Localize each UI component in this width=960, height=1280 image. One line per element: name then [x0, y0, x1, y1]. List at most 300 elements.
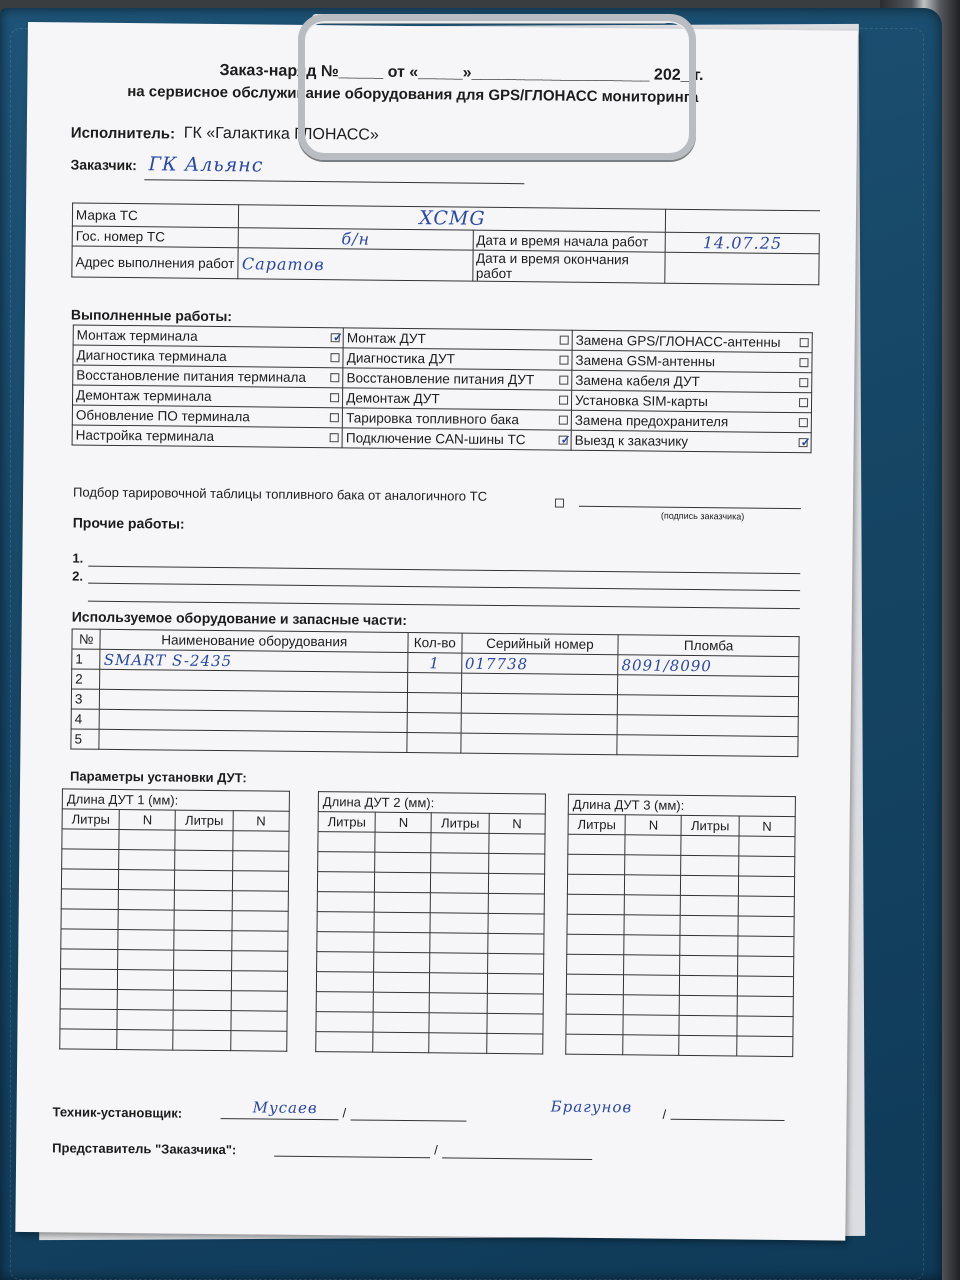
equipment-cell-qty[interactable]	[407, 693, 461, 714]
equipment-cell-seal[interactable]	[617, 715, 798, 737]
table-row	[568, 834, 795, 856]
work-item[interactable]	[343, 328, 572, 350]
dut-cell[interactable]	[567, 874, 624, 895]
executor-value: ГК «Галактика ГЛОНАСС»	[183, 124, 379, 144]
work-item[interactable]	[73, 365, 343, 388]
work-item[interactable]	[73, 325, 343, 348]
dut-cell[interactable]	[429, 1013, 486, 1034]
table-row	[60, 969, 287, 991]
dut-cell[interactable]	[567, 894, 624, 915]
dut-cell[interactable]	[231, 1011, 287, 1032]
dut-cell[interactable]	[231, 951, 287, 972]
dut-cell[interactable]	[568, 854, 625, 875]
dut-cell[interactable]	[373, 1012, 429, 1033]
dut-cell[interactable]	[60, 969, 117, 990]
dut-cell[interactable]	[62, 829, 119, 850]
technician-sign-line[interactable]	[221, 1118, 339, 1120]
dut-cell[interactable]	[567, 934, 624, 955]
equipment-cell-serial[interactable]: 017738	[461, 653, 618, 675]
dut-cell[interactable]	[680, 915, 737, 936]
table-row	[60, 1009, 287, 1031]
table-row	[316, 992, 543, 1014]
dut-cell[interactable]	[316, 972, 373, 993]
dut-cell[interactable]	[375, 852, 431, 873]
dut-cell[interactable]	[60, 989, 117, 1010]
work-item-checkbox[interactable]	[559, 376, 568, 385]
dut-cell[interactable]	[375, 872, 431, 893]
dut-cell[interactable]	[173, 1030, 230, 1051]
dut-cell[interactable]	[681, 875, 738, 896]
dut-cell[interactable]	[61, 929, 118, 950]
work-item[interactable]	[72, 385, 342, 408]
dut-cell[interactable]	[624, 895, 680, 916]
work-item-label: Тарировка топливного бака	[346, 410, 519, 428]
plate-label: Гос. номер ТС	[72, 226, 239, 248]
work-item[interactable]	[571, 430, 811, 453]
dut-cell[interactable]	[117, 1009, 173, 1030]
dut-cell[interactable]	[118, 969, 174, 990]
dut-cell[interactable]	[317, 952, 374, 973]
equipment-cell-serial[interactable]	[461, 713, 618, 735]
dut-cell[interactable]	[317, 892, 374, 913]
work-item-checkbox[interactable]	[331, 353, 340, 362]
dut-cell[interactable]	[625, 835, 681, 856]
equipment-cell-n: 5	[71, 729, 100, 749]
dut-cell[interactable]	[118, 909, 174, 930]
start-value: 14.07.25	[702, 233, 783, 253]
dut-cell[interactable]	[738, 916, 794, 937]
technician-name-line[interactable]	[351, 1119, 467, 1121]
dut-cell[interactable]	[568, 834, 625, 855]
work-item[interactable]	[572, 370, 812, 393]
dut-cell[interactable]	[624, 915, 680, 936]
dut-cell[interactable]	[175, 870, 232, 891]
executor-label: Исполнитель:	[70, 124, 176, 143]
dut-cell[interactable]	[624, 975, 680, 996]
dut-cell[interactable]	[736, 1036, 792, 1057]
equipment-cell-name[interactable]: SMART S-2435	[100, 649, 408, 672]
dut-cell[interactable]	[566, 1034, 623, 1055]
dut-cell[interactable]	[625, 875, 681, 896]
equipment-cell-serial[interactable]	[461, 673, 618, 695]
table-row	[62, 849, 289, 871]
work-item-label: Диагностика ДУТ	[346, 350, 455, 367]
works-title: Выполненные работы:	[70, 306, 233, 325]
dut-cell[interactable]	[488, 893, 544, 914]
dut-cell[interactable]	[117, 989, 173, 1010]
dut-cell[interactable]	[738, 896, 794, 917]
dut-length-label[interactable]: Длина ДУТ 2 (мм):	[318, 792, 545, 814]
equipment-cell-seal[interactable]	[618, 675, 799, 697]
dut-cell[interactable]	[62, 849, 119, 870]
technician-slash: /	[342, 1105, 347, 1121]
work-item[interactable]	[342, 428, 571, 450]
dut-cell[interactable]	[373, 992, 429, 1013]
dut-column-header: N	[739, 816, 795, 837]
work-order-sheet	[15, 22, 858, 1241]
equipment-cell-seal[interactable]	[617, 735, 798, 757]
work-item-checkbox[interactable]	[559, 432, 571, 447]
work-item-checkbox[interactable]	[800, 338, 809, 347]
work-item[interactable]	[572, 350, 812, 373]
dut-cell[interactable]	[738, 876, 794, 897]
technician-signature: Мусаев	[252, 1098, 318, 1118]
dut-cell[interactable]	[118, 889, 174, 910]
dut-cell[interactable]	[739, 836, 795, 857]
work-item[interactable]	[571, 410, 811, 433]
signature-caption: (подпись заказчика)	[660, 510, 745, 522]
technician-label: Техник-установщик:	[52, 1104, 183, 1121]
dut-cell[interactable]	[231, 1031, 287, 1052]
representative-sign-line[interactable]	[274, 1156, 430, 1159]
dut-cell[interactable]	[623, 995, 679, 1016]
work-item-checkbox[interactable]	[559, 356, 568, 365]
dut-cell[interactable]	[681, 855, 738, 876]
dut-cell[interactable]	[175, 850, 232, 871]
work-item-checkbox[interactable]	[799, 358, 808, 367]
table-row	[317, 932, 544, 954]
dut-cell[interactable]	[737, 956, 793, 977]
dut-cell[interactable]	[431, 893, 488, 914]
equipment-title: Используемое оборудование и запасные части:	[71, 608, 408, 629]
dut-cell[interactable]	[680, 975, 737, 996]
brand-value: XCMG	[419, 207, 486, 230]
dut-cell[interactable]	[488, 913, 544, 934]
work-item-label: Настройка терминала	[75, 427, 215, 444]
table-row	[60, 989, 287, 1011]
dut-cell[interactable]	[430, 973, 487, 994]
equipment-cell-seal[interactable]	[617, 695, 798, 717]
dut-cell[interactable]	[487, 993, 543, 1014]
dut-cell[interactable]	[173, 1010, 230, 1031]
dut-cell[interactable]	[566, 1014, 623, 1035]
other-line3[interactable]	[88, 601, 800, 609]
table-row	[566, 994, 793, 1016]
equipment-cell-n: 1	[72, 649, 101, 669]
dut-cell[interactable]	[430, 953, 487, 974]
work-item[interactable]	[72, 425, 342, 448]
works-table	[72, 324, 813, 453]
dut-cell[interactable]	[232, 931, 288, 952]
dut-cell[interactable]	[232, 891, 288, 912]
equipment-header: Пломба	[618, 635, 799, 657]
work-item-label: Замена предохранителя	[574, 412, 729, 430]
dut-cell[interactable]	[174, 910, 231, 931]
dut-cell[interactable]	[489, 833, 545, 854]
dut-cell[interactable]	[174, 970, 231, 991]
dut-cell[interactable]	[118, 949, 174, 970]
dut-cell[interactable]	[738, 856, 794, 877]
work-item-label: Выезд к заказчику	[574, 432, 689, 449]
dut-cell[interactable]	[567, 954, 624, 975]
dut-cell[interactable]	[737, 996, 793, 1017]
work-item-label: Монтаж терминала	[76, 327, 198, 344]
dut-cell[interactable]	[625, 855, 681, 876]
dut-cell[interactable]	[174, 950, 231, 971]
dut-cell[interactable]	[232, 851, 288, 872]
dut-cell[interactable]	[431, 853, 488, 874]
dut-cell[interactable]	[374, 892, 430, 913]
dut-cell[interactable]	[488, 853, 544, 874]
equipment-cell-qty[interactable]	[407, 673, 461, 694]
dut-cell[interactable]	[679, 1015, 736, 1036]
dut-cell[interactable]	[318, 832, 375, 853]
work-item-checkbox[interactable]	[799, 378, 808, 387]
work-item-checkbox[interactable]	[799, 418, 808, 427]
dut-cell[interactable]	[232, 911, 288, 932]
table-row	[566, 1014, 793, 1036]
other-line2[interactable]	[88, 583, 800, 591]
work-item-label: Замена GPS/ГЛОНАСС-антенны	[575, 332, 781, 350]
work-item-checkbox[interactable]	[559, 416, 568, 425]
dut-cell[interactable]	[566, 974, 623, 995]
dut-cell[interactable]	[679, 1035, 736, 1056]
dut-column-header: N	[375, 812, 431, 833]
dut-cell[interactable]	[118, 929, 174, 950]
table-row	[567, 954, 794, 976]
dut-column-header: N	[119, 810, 175, 831]
equipment-cell-seal[interactable]: 8091/8090	[618, 655, 799, 677]
work-item-label: Демонтаж терминала	[76, 387, 212, 404]
work-item[interactable]	[343, 388, 572, 410]
doc-title-line2: на сервисное обслуживание оборудования для GPS/ГЛОНАСС мониторинга	[127, 83, 699, 107]
dut-cell[interactable]	[317, 932, 374, 953]
dut-column-header: Литры	[176, 810, 233, 831]
brand-label: Марка ТС	[72, 203, 239, 228]
work-item-checkbox[interactable]	[330, 413, 339, 422]
work-item-checkbox[interactable]	[330, 393, 339, 402]
table-row	[61, 949, 288, 971]
work-item-label: Диагностика терминала	[76, 347, 227, 365]
work-item[interactable]	[72, 405, 342, 428]
other-line1-number: 1.	[72, 550, 84, 566]
work-item[interactable]	[572, 330, 812, 353]
dut-cell[interactable]	[61, 889, 118, 910]
dut-cell[interactable]	[431, 873, 488, 894]
start-cell[interactable]	[666, 232, 820, 254]
dut-cell[interactable]	[623, 1035, 679, 1056]
other-line1[interactable]	[88, 566, 800, 574]
end-cell[interactable]	[665, 252, 819, 285]
address-value: Саратов	[241, 253, 325, 274]
equipment-cell-serial[interactable]	[461, 693, 618, 715]
tariff-checkbox[interactable]	[551, 495, 564, 513]
dut-cell[interactable]	[374, 932, 430, 953]
table-row	[61, 929, 288, 951]
work-item[interactable]	[571, 390, 811, 413]
dut-cell[interactable]	[231, 991, 287, 1012]
dut-cell[interactable]	[487, 973, 543, 994]
table-row	[62, 829, 289, 851]
dut-cell[interactable]	[374, 972, 430, 993]
customer-value[interactable]: ГК Альянс	[148, 153, 264, 177]
checkmark-icon: ✓	[560, 432, 571, 447]
customer-label: Заказчик:	[70, 156, 137, 174]
dut-cell[interactable]	[486, 1033, 542, 1054]
dut-cell[interactable]	[374, 912, 430, 933]
clipboard-clip[interactable]	[298, 14, 696, 160]
dut-cell[interactable]	[680, 935, 737, 956]
tariff-checkbox-box	[555, 499, 564, 508]
dut-cell[interactable]	[231, 971, 287, 992]
dut-table-2	[315, 791, 546, 1054]
dut-column-header: Литры	[318, 812, 375, 833]
end-label: Дата и время окончания работ	[472, 250, 665, 283]
dut-cell[interactable]	[737, 1016, 793, 1037]
work-item-label: Замена кабеля ДУТ	[575, 372, 700, 390]
dut-cell[interactable]	[316, 1012, 373, 1033]
dut-cell[interactable]	[119, 869, 175, 890]
dut-cell[interactable]	[566, 994, 623, 1015]
work-item-label: Демонтаж ДУТ	[346, 390, 440, 407]
representative-slash: /	[434, 1142, 438, 1158]
table-row	[318, 832, 545, 854]
work-item-label: Подключение CAN-шины ТС	[345, 430, 526, 448]
dut-cell[interactable]	[430, 913, 487, 934]
dut-cell[interactable]	[175, 890, 232, 911]
technician-signature-2: Брагунов	[550, 1097, 633, 1117]
dut-cell[interactable]	[119, 849, 175, 870]
table-row	[567, 894, 794, 916]
work-item-label: Восстановление питания терминала	[76, 367, 307, 385]
dut-cell[interactable]	[375, 832, 431, 853]
dut-cell[interactable]	[487, 1013, 543, 1034]
equipment-cell-qty[interactable]	[407, 733, 461, 754]
plate-value: б/н	[341, 229, 371, 249]
equipment-header: №	[72, 629, 101, 649]
representative-label: Представитель "Заказчика":	[52, 1140, 237, 1158]
table-row	[317, 912, 544, 934]
work-item-label: Установка SIM-карты	[574, 392, 708, 410]
work-item[interactable]	[73, 345, 343, 368]
equipment-cell-n: 2	[72, 669, 101, 689]
table-row	[567, 934, 794, 956]
vehicle-table	[71, 202, 820, 285]
dut-cell[interactable]	[738, 936, 794, 957]
work-item-checkbox[interactable]	[560, 336, 569, 345]
dut-cell[interactable]	[60, 1029, 117, 1050]
dut-table-1	[59, 788, 290, 1051]
dut-cell[interactable]	[374, 952, 430, 973]
equipment-cell-qty[interactable]: 1	[408, 653, 462, 674]
dut-length-label[interactable]: Длина ДУТ 1 (мм):	[62, 789, 289, 811]
dut-cell[interactable]	[119, 830, 175, 851]
dut-cell[interactable]	[232, 871, 288, 892]
customer-underline	[144, 179, 524, 184]
dut-cell[interactable]	[680, 995, 737, 1016]
equipment-header: Серийный номер	[461, 633, 618, 655]
dut-cell[interactable]	[174, 930, 231, 951]
dut-cell[interactable]	[488, 933, 544, 954]
dut-cell[interactable]	[174, 990, 231, 1011]
dut-cell[interactable]	[681, 895, 738, 916]
equipment-cell-name[interactable]	[99, 729, 407, 752]
work-item[interactable]	[343, 368, 572, 390]
other-line2-number: 2.	[72, 568, 84, 584]
dut-column-header: Литры	[568, 814, 625, 835]
dut-cell[interactable]	[316, 992, 373, 1013]
dut-column-header: N	[233, 811, 289, 832]
table-row	[317, 952, 544, 974]
work-item-checkbox[interactable]	[559, 396, 568, 405]
work-item-label: Восстановление питания ДУТ	[346, 370, 535, 388]
dut-column-header: N	[625, 815, 681, 836]
work-item-checkbox[interactable]	[799, 435, 811, 450]
dut-cell[interactable]	[316, 1032, 373, 1053]
dut-cell[interactable]	[175, 830, 232, 851]
table-row	[61, 889, 288, 911]
work-item-checkbox[interactable]	[799, 398, 808, 407]
table-row	[316, 972, 543, 994]
work-item-checkbox[interactable]	[330, 373, 339, 382]
work-item-checkbox[interactable]	[331, 330, 344, 345]
table-row	[318, 852, 545, 874]
dut-cell[interactable]	[624, 955, 680, 976]
dut-cell[interactable]	[681, 835, 738, 856]
work-item-label: Обновление ПО терминала	[75, 407, 250, 425]
dut-column-header: N	[489, 813, 545, 834]
dut-length-label[interactable]: Длина ДУТ 3 (мм):	[568, 794, 795, 816]
checkmark-icon: ✓	[800, 435, 811, 450]
work-item[interactable]	[343, 408, 572, 430]
brand-empty	[666, 209, 820, 234]
dut-cell[interactable]	[117, 1029, 173, 1050]
dut-cell[interactable]	[318, 852, 375, 873]
dut-cell[interactable]	[680, 955, 737, 976]
dut-column-header: Литры	[682, 815, 739, 836]
dut-table-3	[565, 794, 796, 1057]
equipment-header: Кол-во	[408, 633, 462, 654]
dut-cell[interactable]	[317, 872, 374, 893]
table-row	[566, 1034, 793, 1056]
other-works-title: Прочие работы:	[72, 514, 185, 532]
dut-cell[interactable]	[373, 1032, 429, 1053]
table-row	[568, 854, 795, 876]
work-item-checkbox[interactable]	[330, 433, 339, 442]
dut-cell[interactable]	[488, 873, 544, 894]
address-label: Адрес выполнения работ	[72, 246, 239, 279]
dut-cell[interactable]	[430, 993, 487, 1014]
dut-cell[interactable]	[61, 869, 118, 890]
equipment-cell-qty[interactable]	[407, 713, 461, 734]
plate-cell[interactable]	[239, 228, 473, 250]
dut-cell[interactable]	[60, 1009, 117, 1030]
dut-cell[interactable]	[737, 976, 793, 997]
dut-cell[interactable]	[233, 831, 289, 852]
table-row	[317, 872, 544, 894]
dut-cell[interactable]	[430, 933, 487, 954]
address-cell[interactable]	[238, 248, 472, 281]
equipment-cell-serial[interactable]	[460, 733, 617, 755]
dut-cell[interactable]	[487, 953, 543, 974]
table-row	[60, 1029, 287, 1051]
representative-name-line[interactable]	[442, 1157, 592, 1160]
dut-cell[interactable]	[317, 912, 374, 933]
dut-cell[interactable]	[624, 935, 680, 956]
table-row	[316, 1012, 543, 1034]
dut-cell[interactable]	[623, 1015, 679, 1036]
technician-name-line-2[interactable]	[671, 1119, 785, 1121]
work-item[interactable]	[343, 348, 572, 370]
customer-signature-line	[579, 506, 801, 509]
dut-cell[interactable]	[61, 909, 118, 930]
dut-cell[interactable]	[431, 833, 488, 854]
table-row	[567, 914, 794, 936]
dut-cell[interactable]	[567, 914, 624, 935]
dut-cell[interactable]	[429, 1033, 486, 1054]
table-row	[317, 892, 544, 914]
dut-cell[interactable]	[61, 949, 118, 970]
